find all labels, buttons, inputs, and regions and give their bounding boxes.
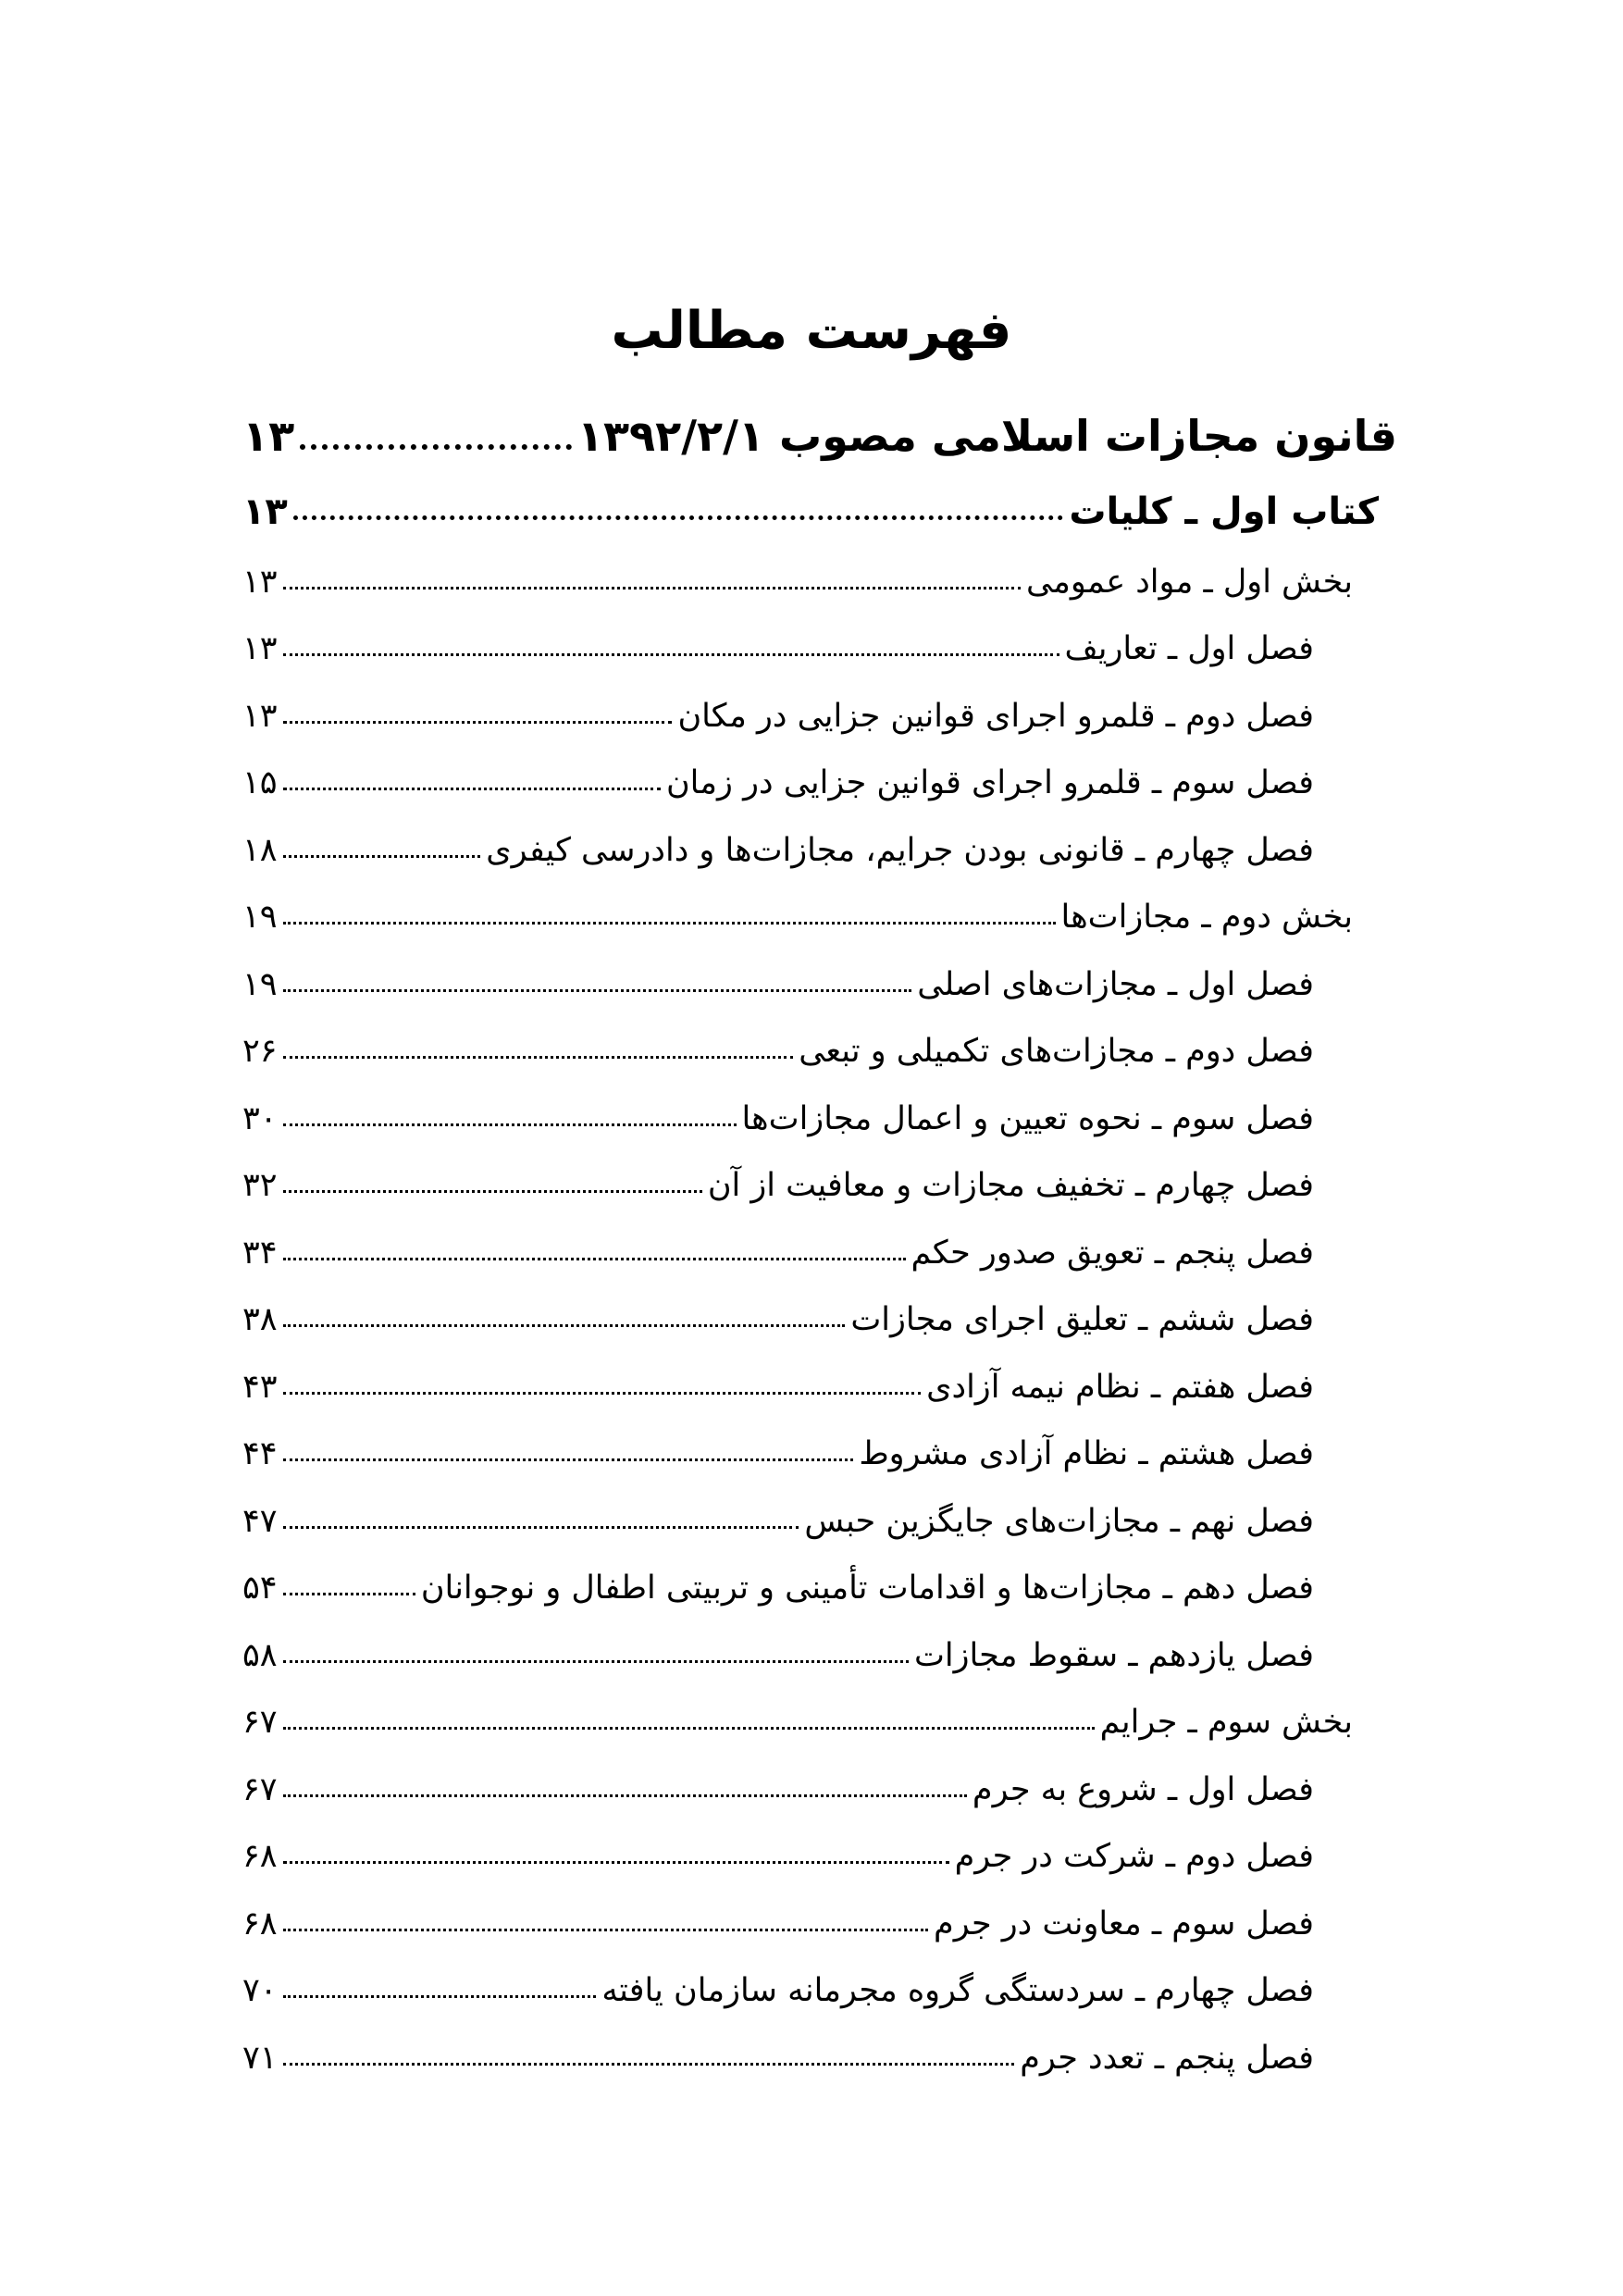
toc-entry-page-number: ۳۸ xyxy=(242,1301,278,1338)
toc-entry-page-number: ۴۴ xyxy=(242,1435,278,1472)
toc-entry-label: فصل دوم ـ شرکت در جرم xyxy=(954,1838,1314,1875)
dot-leader xyxy=(283,587,1021,590)
dot-leader xyxy=(283,788,661,790)
toc-entry[interactable] xyxy=(242,405,1397,461)
toc-entry-page-number: ۳۲ xyxy=(242,1167,278,1204)
dot-leader xyxy=(283,1794,967,1797)
dot-leader xyxy=(283,1392,921,1395)
toc-entry-label: فصل یازدهم ـ سقوط مجازات xyxy=(913,1637,1314,1674)
toc-entry-label: بخش دوم ـ مجازات‌ها xyxy=(1060,899,1353,936)
toc-entry-page-number: ۱۳ xyxy=(242,698,278,735)
toc-entry[interactable] xyxy=(242,1685,1353,1741)
toc-entry-page-number: ۵۸ xyxy=(242,1637,278,1674)
dot-leader xyxy=(283,2063,1015,2066)
dot-leader xyxy=(283,1258,906,1260)
toc-entry[interactable] xyxy=(242,813,1314,869)
toc-entry[interactable] xyxy=(242,1082,1314,1137)
toc-entry-page-number: ۱۳ xyxy=(242,564,278,601)
toc-entry[interactable] xyxy=(242,1887,1314,1942)
toc-entry-page-number: ۳۰ xyxy=(242,1100,278,1137)
dot-leader xyxy=(283,989,912,992)
toc-entry-label: فصل چهارم ـ سردستگی گروه مجرمانه سازمان یافته xyxy=(601,1972,1314,2009)
toc-entry-page-number: ۶۷ xyxy=(242,1771,278,1808)
toc-entry-label: کتاب اول ـ کلیات xyxy=(1069,490,1379,533)
toc-entry[interactable] xyxy=(242,2021,1314,2077)
toc-entry[interactable] xyxy=(242,1350,1314,1406)
dot-leader xyxy=(283,1593,415,1595)
toc-entry-label: فصل چهارم ـ تخفیف مجازات و معافیت از آن xyxy=(707,1167,1314,1204)
toc-entry[interactable] xyxy=(242,746,1314,801)
toc-entry[interactable] xyxy=(242,880,1353,936)
dot-leader xyxy=(283,1929,928,1931)
toc-entry-page-number: ۳۴ xyxy=(242,1235,278,1272)
toc-entry-page-number: ۶۷ xyxy=(242,1704,278,1741)
toc-entry-label: فصل اول ـ تعاریف xyxy=(1064,630,1314,667)
dot-leader xyxy=(283,1526,799,1529)
toc-entry-label: فصل پنجم ـ تعویق صدور حکم xyxy=(911,1235,1314,1272)
toc-entry[interactable] xyxy=(242,948,1314,1003)
dot-leader xyxy=(283,1660,909,1663)
toc-entry-page-number: ۴۳ xyxy=(242,1369,278,1406)
dot-leader xyxy=(283,653,1059,656)
toc-entry-label: فصل اول ـ مجازات‌های اصلی xyxy=(917,966,1314,1003)
dot-leader xyxy=(293,515,1064,520)
dot-leader xyxy=(283,1123,737,1126)
toc-entry[interactable] xyxy=(242,1954,1314,2009)
toc-entry-page-number: ۲۶ xyxy=(242,1033,278,1070)
page-title: فهرست مطالب xyxy=(611,301,1012,361)
dot-leader xyxy=(300,444,572,450)
toc-entry-page-number: ۶۸ xyxy=(242,1838,278,1875)
toc-entry[interactable] xyxy=(242,679,1314,735)
toc-entry-page-number: ۵۴ xyxy=(242,1570,278,1607)
toc-entry-page-number: ۷۰ xyxy=(242,1972,278,2009)
toc-entry-label: فصل دهم ـ مجازات‌ها و اقدامات تأمینی و تربیتی اطفال و نوجوانان xyxy=(420,1570,1314,1607)
dot-leader xyxy=(283,1056,794,1059)
toc-entry[interactable] xyxy=(242,1014,1314,1070)
toc-entry[interactable] xyxy=(242,1148,1314,1204)
toc-entry-page-number: ۱۳ xyxy=(242,411,295,461)
toc-entry-label: قانون مجازات اسلامی مصوب ۱۳۹۲/۲/۱ xyxy=(576,411,1397,461)
toc-entry-page-number: ۱۹ xyxy=(242,899,278,936)
toc-entry-label: فصل سوم ـ نحوه تعیین و اعمال مجازات‌ها xyxy=(741,1100,1314,1137)
toc-entry[interactable] xyxy=(242,1484,1314,1540)
dot-leader xyxy=(283,1324,846,1327)
dot-leader xyxy=(283,1190,702,1193)
toc-entry-label: بخش اول ـ مواد عمومی xyxy=(1025,564,1353,601)
toc-entry[interactable] xyxy=(242,478,1379,533)
dot-leader xyxy=(283,922,1056,925)
toc-entry[interactable] xyxy=(242,1283,1314,1338)
dot-leader xyxy=(283,1727,1095,1730)
dot-leader xyxy=(283,1995,597,1998)
toc-entry-label: فصل چهارم ـ قانونی بودن جرایم، مجازات‌ها و دادرسی کیفری xyxy=(486,832,1314,869)
toc-entry-page-number: ۶۸ xyxy=(242,1905,278,1942)
toc-entry-label: فصل سوم ـ معاونت در جرم xyxy=(934,1905,1314,1942)
dot-leader xyxy=(283,855,481,858)
toc-entry[interactable] xyxy=(242,612,1314,667)
toc-entry[interactable] xyxy=(242,545,1353,601)
toc-entry-label: فصل نهم ـ مجازات‌های جایگزین حبس xyxy=(804,1503,1314,1540)
toc-entry[interactable] xyxy=(242,1551,1314,1607)
toc-entry-page-number: ۱۵ xyxy=(242,764,278,801)
toc-entry-page-number: ۱۹ xyxy=(242,966,278,1003)
toc-entry[interactable] xyxy=(242,1819,1314,1875)
toc-entry-page-number: ۱۳ xyxy=(242,630,278,667)
toc-entry-label: فصل پنجم ـ تعدد جرم xyxy=(1020,2040,1314,2077)
toc-entry-label: فصل دوم ـ مجازات‌های تکمیلی و تبعی xyxy=(799,1033,1314,1070)
toc-entry-label: فصل دوم ـ قلمرو اجرای قوانین جزایی در مکان xyxy=(677,698,1314,735)
toc-entry[interactable] xyxy=(242,1216,1314,1272)
dot-leader xyxy=(283,1861,949,1864)
dot-leader xyxy=(283,721,673,724)
toc-entry-label: فصل اول ـ شروع به جرم xyxy=(972,1771,1314,1808)
toc-entry-page-number: ۱۸ xyxy=(242,832,278,869)
toc-entry-label: فصل هفتم ـ نظام نیمه آزادی xyxy=(926,1369,1314,1406)
toc-entry-page-number: ۱۳ xyxy=(242,490,288,533)
toc-entry-label: فصل سوم ـ قلمرو اجرای قوانین جزایی در زمان xyxy=(665,764,1314,801)
toc-entry[interactable] xyxy=(242,1417,1314,1472)
toc-entry-label: فصل هشتم ـ نظام آزادی مشروط xyxy=(859,1435,1314,1472)
toc-entry-label: بخش سوم ـ جرایم xyxy=(1099,1704,1353,1741)
toc-entry-label: فصل ششم ـ تعلیق اجرای مجازات xyxy=(850,1301,1314,1338)
toc-entry[interactable] xyxy=(242,1619,1314,1674)
toc-entry-page-number: ۷۱ xyxy=(242,2040,278,2077)
dot-leader xyxy=(283,1458,854,1461)
toc-entry[interactable] xyxy=(242,1753,1314,1808)
toc-entry-page-number: ۴۷ xyxy=(242,1503,278,1540)
